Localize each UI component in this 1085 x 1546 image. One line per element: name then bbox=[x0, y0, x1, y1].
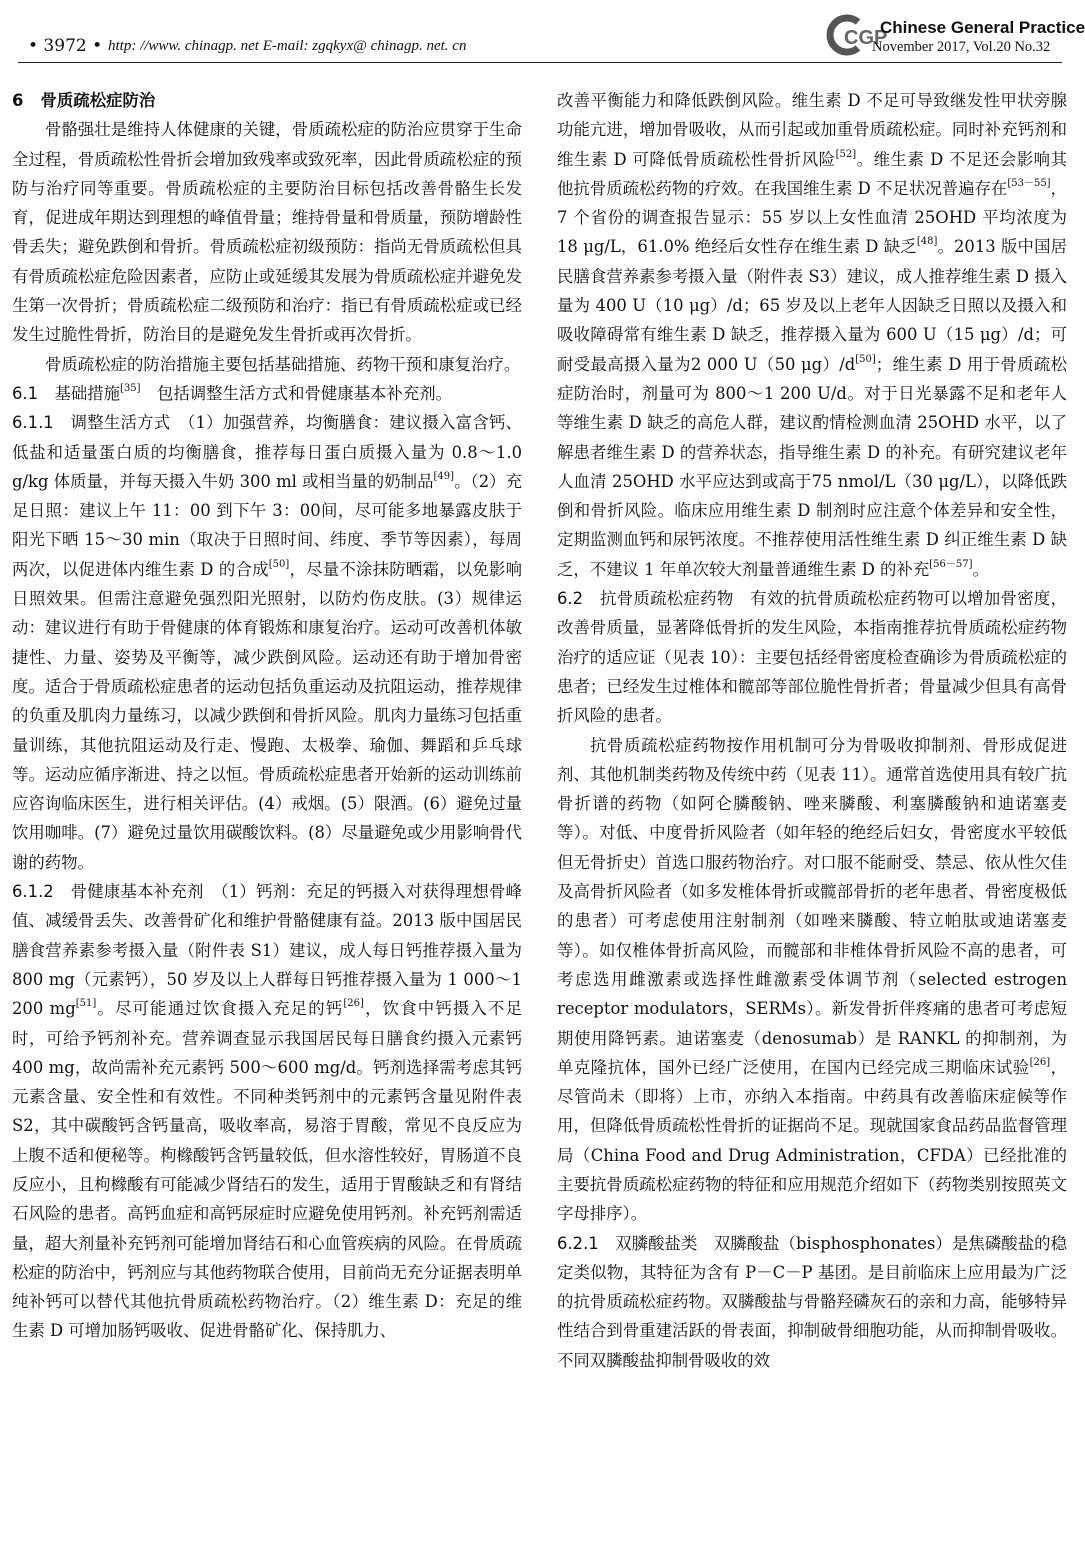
citation: [48] bbox=[916, 236, 938, 248]
paragraph-text: 有效的抗骨质疏松症药物可以增加骨密度，改善骨质量，显著降低骨折的发生风险，本指南推荐抗骨质疏松症药物治疗的适应证（见表 10）：主要包括经骨密度检查确诊为骨质疏松症的患者；已经发生过椎体和髋部等部位脆性骨折者；骨量减少但具有高骨折风险的患者。 bbox=[557, 589, 1067, 726]
section-6-1 bbox=[12, 379, 522, 408]
paragraph: 骨质疏松症的防治措施主要包括基础措施、药物干预和康复治疗。 bbox=[45, 354, 521, 374]
paragraph-text: 。（2）充足日照：建议上午 11：00 到下午 3：00间，尽可能多地暴露皮肤于阳光下晒 15～30 min（取决于日照时间、纬度、季节等因素），每周两次，以促进体内维生素 D 的合成 bbox=[12, 471, 522, 579]
citation: [51] bbox=[75, 998, 97, 1010]
page-number: • 3972 • bbox=[28, 36, 103, 56]
citation: [26] bbox=[343, 998, 364, 1010]
paragraph-text: 抗骨质疏松症药物按作用机制可分为骨吸收抑制剂、骨形成促进剂、其他机制类药物及传统中药（见表 11）。通常首选使用具有较广抗骨折谱的药物（如阿仑膦酸钠、唑来膦酸、利塞膦酸钠和迪诺塞麦等）。对低、中度骨折风险者（如年轻的绝经后妇女，骨密度水平较低但无骨折史）首选口服药物治疗。对口服不能耐受、禁忌、依从性欠佳及高骨折风险者（如多发椎体骨折或髋部骨折的老年患者、骨密度极低的患者）可考虑使用注射制剂（如唑来膦酸、特立帕肽或迪诺塞麦等）。如仅椎体骨折高风险，而髋部和非椎体骨折风险不高的患者，可考虑选用雌激素或选择性雌激素受体调节剂（selected estrogen receptor modulators，SERMs）。新发骨折伴疼痛的患者可考虑短期使用降钙素。迪诺塞麦（denosumab）是 RANKL 的抑制剂，为单克隆抗体，国外已经广泛使用，在国内已经完成三期临床试验 bbox=[557, 735, 1067, 1077]
section-6-number: 6 bbox=[12, 91, 24, 110]
citation: [53－55] bbox=[1007, 177, 1051, 189]
paragraph: 骨骼强壮是维持人体健康的关键，骨质疏松症的防治应贯穿于生命全过程，骨质疏松性骨折会增加致残率或致死率，因此骨质疏松症的预防与治疗同等重要。骨质疏松症的主要防治目标包括改善骨骼生长发育，促进成年期达到理想的峰值骨量；维持骨量和骨质量，预防增龄性骨丢失；避免跌倒和骨折。骨质疏松症初级预防：指尚无骨质疏松但具有骨质疏松症危险因素者，应防止或延缓其发展为骨质疏松症并避免发生第一次骨折；骨质疏松症二级预防和治疗：指已有骨质疏松症或已经发生过脆性骨折，防治目的是避免发生骨折或再次骨折。 bbox=[12, 120, 522, 345]
section-6-title: 骨质疏松症防治 bbox=[40, 91, 156, 110]
paragraph-text: 改善平衡能力和降低跌倒风险。维生素 D 不足可导致继发性甲状旁腺功能亢进，增加骨吸收，从而引起或加重骨质疏松症。同时补充钙剂和维生素 D 可降低骨质疏松性骨折风险 bbox=[557, 91, 1067, 169]
paragraph-text: （1）加强营养，均衡膳食：建议摄入富含钙、低盐和适量蛋白质的均衡膳食，推荐每日蛋白质摄入量为 0.8～1.0 g/kg 体质量，并每天摄入牛奶 300 ml 或相当量的奶制品 bbox=[12, 413, 522, 491]
section-6-2 bbox=[557, 584, 1067, 730]
section-6-heading bbox=[12, 86, 522, 115]
right-column bbox=[557, 86, 1067, 1536]
paragraph-text: 。维生素 D 不足还会影响其他抗骨质疏松药物的疗效。在我国维生素 D 不足状况普遍存在 bbox=[557, 149, 1067, 198]
left-column bbox=[12, 86, 522, 1536]
paragraph-text: （1）钙剂：充足的钙摄入对获得理想骨峰值、减缓骨丢失、改善骨矿化和维护骨骼健康有益。2013 版中国居民膳食营养素参考摄入量（附件表 S1）建议，成人每日钙推荐摄入量为 800 mg（元素钙），50 岁及以上人群每日钙推荐摄入量为 1 000～1 200 mg bbox=[12, 882, 522, 1019]
section-6-2-1 bbox=[557, 1229, 1067, 1375]
section-heading: 6.2.1 双膦酸盐类 bbox=[557, 1233, 698, 1253]
paragraph-text: ，尽量不涂抹防晒霜，以免影响日照效果。但需注意避免强烈阳光照射，以防灼伤皮肤。(3）规律运动：建议进行有助于骨健康的体育锻炼和康复治疗。运动可改善机体敏捷性、力量、姿势及平衡等，减少跌倒风险。运动还有助于增加骨密度。适合于骨质疏松症患者的运动包括负重运动及抗阻运动，推荐规律的负重及肌肉力量练习，以减少跌倒和骨折风险。肌肉力量练习包括重量训练，其他抗阻运动及行走、慢跑、太极拳、瑜伽、舞蹈和乒乓球等。运动应循序渐进、持之以恒。骨质疏松症患者开始新的运动训练前应咨询临床医生，进行相关评估。(4）戒烟。(5）限酒。(6）避免过量饮用咖啡。(7）避免过量饮用碳酸饮料。(8）尽量避免或少用影响骨代谢的药物。 bbox=[12, 559, 523, 872]
section-heading: 6.1.1 调整生活方式 bbox=[12, 413, 171, 433]
section-6-1-2 bbox=[12, 877, 522, 1346]
journal-issue: November 2017, Vol.20 No.32 bbox=[872, 39, 1051, 55]
paragraph-text: 双膦酸盐（bisphosphonates）是焦磷酸盐的稳定类似物，其特征为含有 P－C－P 基团。是目前临床上应用最为广泛的抗骨质疏松症药物。双膦酸盐与骨骼羟磷灰石的亲和力高，能够特异性结合到骨重建活跃的骨表面，抑制破骨细胞功能，从而抑制骨吸收。不同双膦酸盐抑制骨吸收的效 bbox=[557, 1233, 1067, 1370]
paragraph-text: ，饮食中钙摄入不足时，可给予钙剂补充。营养调查显示我国居民每日膳食约摄入元素钙 400 mg，故尚需补充元素钙 500～600 mg/d。钙剂选择需考虑其钙元素含量、安全性和有效性。不同种类钙剂中的元素钙含量见附件表 S2，其中碳酸钙含钙量高，吸收率高，易溶于胃酸，常见不良反应为上腹不适和便秘等。枸橼酸钙含钙量较低，但水溶性较好，胃肠道不良反应小，且枸橼酸有可能减少肾结石的发生，适用于胃酸缺乏和有肾结石风险的患者。高钙血症和高钙尿症时应避免使用钙剂。补充钙剂需适量，超大剂量补充钙剂可能增加肾结石和心血管疾病的风险。在骨质疏松症的防治中，钙剂应与其他药物联合使用，目前尚无充分证据表明单纯补钙可以替代其他抗骨质疏松药物治疗。（2）维生素 D：充足的维生素 D 可增加肠钙吸收、促进骨骼矿化、保持肌力、 bbox=[12, 999, 523, 1341]
paragraph-text: 。2013 版中国居民膳食营养素参考摄入量（附件表 S3）建议，成人推荐维生素 D 摄入量为 400 U（10 μg）/d；65 岁及以上老年人因缺乏日照以及摄入和吸收障碍常有维生素 D 缺乏，推荐摄入量为 600 U（15 μg）/d；可耐受最高摄入量为2 000 U（50 μg）/d bbox=[557, 237, 1067, 374]
section-heading: 6.1.2 骨健康基本补充剂 bbox=[12, 882, 204, 902]
citation: [50] bbox=[855, 353, 876, 365]
section-heading: 6.2 抗骨质疏松症药物 bbox=[557, 589, 734, 609]
paragraph-text: 。尽可能通过饮食摄入充足的钙 bbox=[96, 999, 344, 1019]
section-6-1-1 bbox=[12, 408, 522, 877]
citation: [26] bbox=[1029, 1056, 1051, 1068]
citation: [35] bbox=[120, 382, 141, 394]
vitamin-d-paragraph bbox=[557, 86, 1067, 584]
section-heading: 6.1 基础措施 bbox=[12, 383, 121, 403]
url-email-line: http: //www. chinagp. net E-mail: zgqkyx@ chinagp. net. cn bbox=[108, 38, 467, 54]
citation: [50] bbox=[268, 558, 290, 570]
paragraph-text: 包括调整生活方式和骨健康基本补充剂。 bbox=[140, 383, 452, 403]
page-header bbox=[0, 0, 1085, 80]
journal-name: Chinese General Practice bbox=[880, 18, 1085, 37]
paragraph-text: 。 bbox=[972, 559, 989, 579]
journal-logo bbox=[824, 14, 888, 56]
logo-letters: CGP bbox=[844, 27, 888, 49]
citation: [49] bbox=[433, 470, 455, 482]
paragraph-text: ；维生素 D 用于骨质疏松症防治时，剂量可为 800～1 200 U/d。对于日光暴露不足和老年人等维生素 D 缺乏的高危人群，建议酌情检测血清 25OHD 水平，以了解患者维生素 D 的营养状态，指导维生素 D 的补充。有研究建议老年人血清 25OHD 水平应达到或高于75 nmol/L（30 μg/L），以降低跌倒和骨折风险。临床应用维生素 D 制剂时应注意个体差异和安全性，定期监测血钙和尿钙浓度。不推荐使用活性维生素 D 纠正维生素 D 缺乏，不建议 1 年单次较大剂量普通维生素 D 的补充 bbox=[557, 354, 1068, 579]
paragraph-text: ，尽管尚未（即将）上市，亦纳入本指南。中药具有改善临床症候等作用，但降低骨质疏松性骨折的证据尚不足。现就国家食品药品监督管理局（China Food and Drug Administration，CFDA）已经批准的主要抗骨质疏松症药物的特征和应用规范介绍如下（药物类别按照英文字母排序）。 bbox=[557, 1057, 1068, 1224]
drug-classification-paragraph bbox=[557, 731, 1067, 1229]
citation: [52] bbox=[835, 148, 857, 160]
citation: [56－57] bbox=[929, 558, 973, 570]
header-rule bbox=[18, 62, 1062, 63]
paragraph-text: ，7 个省份的调查报告显示：55 岁以上女性血清 25OHD 平均浓度为 18 μg/L，61.0% 绝经后女性存在维生素 D 缺乏 bbox=[557, 178, 1068, 257]
